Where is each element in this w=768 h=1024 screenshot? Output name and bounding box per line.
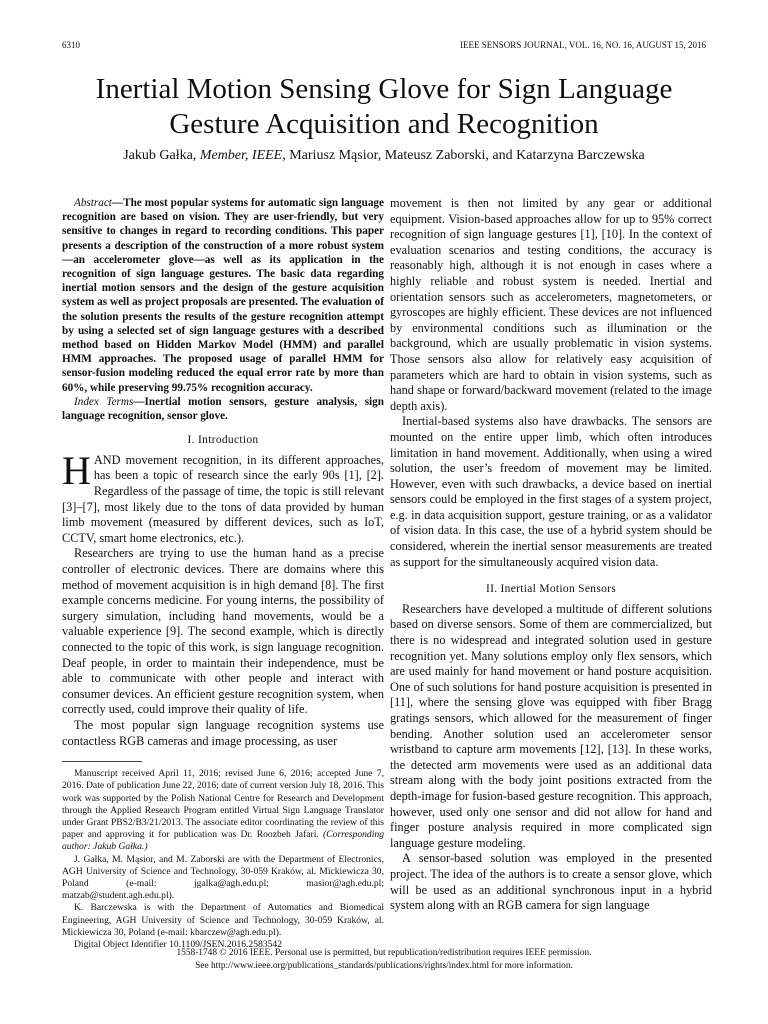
running-header: IEEE SENSORS JOURNAL, VOL. 16, NO. 16, AUGUST 15, 2016 [460, 40, 706, 50]
footnote-affiliation-1: J. Gałka, M. Mąsior, and M. Zaborski are with the Department of Electronics, AGH University of Science and Technology, 30-059 Kraków, al. Mickiewicza 30, Poland (e-mail: jgalka@agh.edu.pl; masior@agh.edu.pl; matzab@student.agh.edu.pl). [62, 853, 384, 902]
corresponding-author: (Corresponding author: Jakub Gałka.) [62, 829, 384, 853]
footnote-doi: Digital Object Identifier 10.1109/JSEN.2016.2583542 [74, 938, 283, 950]
copyright-line-1: 1558-1748 © 2016 IEEE. Personal use is permitted, but republication/redistribution requires IEEE permission. [176, 948, 592, 958]
drop-cap: H [62, 447, 91, 493]
author-list [40, 148, 728, 164]
footnote-affiliation-2: K. Barczewska is with the Department of Automatics and Biomedical Engineering, AGH University of Science and Technology, 30-059 Kraków, al. Mickiewicza 30, Poland (e-mail: kbarczew@agh.edu.pl). [62, 902, 384, 938]
intro-p1-text: AND movement recognition, in its different approaches, has been a topic of research since the early 90s [1], [2]. Regardless of the passage of time, the topic is still relevant [3]–[7], most likely due to the tons of data provided by human limb movement (measured by different devices, such as IoT, CCTV, smart home electronics, etc.). [62, 452, 384, 545]
index-terms-label: Index Terms [74, 395, 134, 408]
intro-paragraph-2: Researchers are trying to use the human hand as a precise controller of electronic devices. There are domains where this method of movement acquisition is in high demand [8]. The first example concerns medicine. For young interns, the possibility of surgery simulation, including hand movements, would be a valuable experience [9]. The second example, which is directly connected to the topic of this work, is sign language recognition. Deaf people, in order to maintain their independence, must be able to communicate with other people and interact with consumer devices. An efficient gesture recognition system, when correctly used, could improve their quality of life. [62, 546, 384, 717]
right-paragraph-3: Researchers have developed a multitude of different solutions based on diverse sensors. Some of them are commercialized, but there is no widespread and integrated solution used in gesture recognition yet. Many solutions employ only flex sensors, which are used mainly for hand movement or hand posture acquisition. One of such solutions for hand posture acquisition is presented in [11], where the sensing glove was equipped with fiber Bragg gratings sensors, which allowed for the measurement of finger bending. Another solution used an accelerometer sensor wristband to capture arm movements [12], [13]. In these works, the detected arm movements were used as an additional data stream along with the body joint positions extracted from the depth-image for fusion-based gesture recognition. This approach, however, used only one sensor and did not allow for hand and finger posture analysis required in more complicated sign language gesture modeling. [390, 601, 712, 850]
index-terms-text: —Inertial motion sensors, gesture analysis, sign language recognition, sensor glove. [62, 395, 384, 423]
abstract-text: —The most popular systems for automatic sign language recognition are based on vision. They are user-friendly, but very sensitive to changes in regard to recording conditions. This paper presents a description of the construction of a more robust system—an accelerometer glove—as well as its application in the recognition of sign language gestures. The basic data regarding inertial motion sensors and the design of the gesture acquisition system as well as project proposals are presented. The evaluation of the solution presents the results of the gesture recognition attempt by using a selected set of sign language gestures with a described method based on Hidden Markov Model (HMM) and parallel HMM approaches. The proposed usage of parallel HMM for sensor-fusion modeling reduced the equal error rate by more than 60%, while preserving 99.75% recognition accuracy. [62, 197, 384, 394]
footnote-manuscript [62, 768, 384, 853]
title-line-1: Inertial Motion Sensing Glove for Sign Language [95, 73, 673, 105]
right-column [390, 196, 712, 914]
other-authors: , Mariusz Mąsior, Mateusz Zaborski, and Katarzyna Barczewska [282, 148, 645, 163]
section-heading-introduction: I. Introduction [187, 434, 259, 447]
left-column [62, 196, 384, 951]
abstract [62, 196, 384, 395]
page-number: 6310 [62, 40, 80, 50]
right-paragraph-1: movement is then not limited by any gear or additional equipment. Vision-based approaches allow for up to 95% correct recognition of sign language gestures [1], [10]. In the context of evaluation scenarios and testing conditions, the accuracy is reasonably high, although it is not enough in cases where a highly reliable and robust system is needed. Inertial and orientation sensors such as accelerometers, magnetometers, or gyroscopes are highly efficient. These devices are not influenced by environmental conditions such as illumination or the background, which are usually problematic in vision systems. Those sensors also allow for relatively easy acquisition of parameters which are hard to obtain in vision systems, such as hand shape or forward/backward movement (related to the image depth axis). [390, 196, 712, 413]
index-terms [62, 395, 384, 423]
author-1-role: Member, IEEE [199, 148, 283, 163]
footnote-rule [62, 761, 142, 762]
intro-paragraph-1 [62, 447, 384, 547]
intro-paragraph-3: The most popular sign language recognition systems use contactless RGB cameras and image processing, as user [62, 717, 384, 748]
title-line-2: Gesture Acquisition and Recognition [169, 108, 599, 140]
copyright-line-2: See http://www.ieee.org/publications_standards/publications/rights/index.html for more information. [195, 960, 573, 971]
copyright-footer [40, 947, 728, 972]
abstract-label: Abstract [74, 197, 112, 209]
author-1: Jakub Gałka, [123, 148, 197, 163]
section-heading-inertial-motion-sensors: II. Inertial Motion Sensors [485, 583, 617, 596]
right-paragraph-2: Inertial-based systems also have drawbacks. The sensors are mounted on the entire upper limb, which often introduces limitation in hand movement. Additionally, when using a wired solution, the user’s freedom of movement may be limited. However, even with such drawbacks, a device based on inertial sensors could be employed in the first stages of a system project, e.g. in data acquisition support, gesture training, or as a validator of vision data. In this case, the use of a hybrid system should be considered, wherein the inertial sensor measurements are treated as support for the simultaneously acquired vision data. [390, 414, 712, 569]
right-paragraph-4: A sensor-based solution was employed in the presented project. The idea of the authors is to create a sensor glove, which will be used as an additional synchronous input in a hybrid system along with an RGB camera for sign language [390, 851, 712, 913]
paper-title [40, 72, 728, 142]
footnote-manuscript-text: Manuscript received April 11, 2016; revised June 6, 2016; accepted June 7, 2016. Date of publication June 22, 2016; date of current version July 18, 2016. This work was supported by the Polish National Centre for Research and Development through the Applied Research Program entitled Virtual Sign Language Translator under Grant PBS2/B3/21/2013. The associate editor coordinating the review of this paper and approving it for publication was Dr. Roozbeh Jafari. [62, 768, 384, 841]
